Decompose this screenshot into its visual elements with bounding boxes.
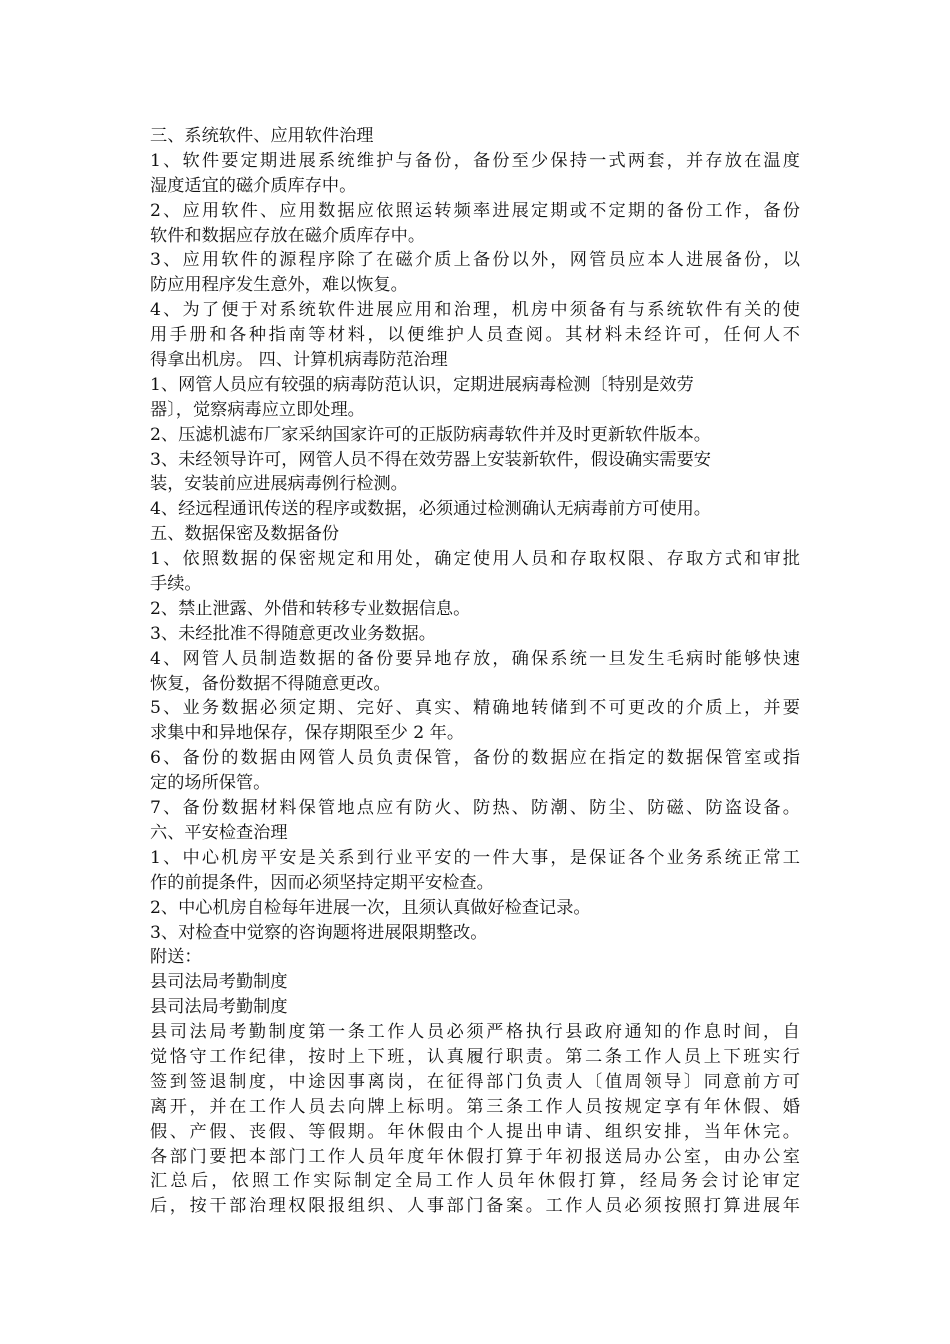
text-line: 1、依照数据的保密规定和用处，确定使用人员和存取权限、存取方式和审批: [150, 549, 800, 570]
text-line: 4、网管人员制造数据的备份要异地存放，确保系统一旦发生毛病时能够快速: [150, 648, 800, 669]
text-line: 6、备份的数据由网管人员负责保管，备份的数据应在指定的数据保管室或指: [150, 748, 800, 769]
text-line: 汇总后，依照工作实际制定全局工作人员年休假打算，经局务会讨论审定: [150, 1171, 800, 1192]
text-line: 三、系统软件、应用软件治理: [150, 126, 374, 146]
text-line: 1、网管人员应有较强的病毒防范认识，定期进展病毒检测〔特别是效劳: [150, 374, 694, 395]
text-line: 后，按干部治理权限报组织、人事部门备案。工作人员必须按照打算进展年: [150, 1196, 800, 1217]
text-line: 4、为了便于对系统软件进展应用和治理，机房中须备有与系统软件有关的使: [150, 300, 800, 321]
text-line: 防应用程序发生意外，难以恢复。: [150, 275, 408, 296]
text-line: 2、应用软件、应用数据应依照运转频率进展定期或不定期的备份工作，备份: [150, 200, 800, 221]
text-line: 3、未经批准不得随意更改业务数据。: [150, 623, 436, 644]
document-body: [150, 124, 800, 1219]
text-line: 2、禁止泄露、外借和转移专业数据信息。: [150, 598, 471, 619]
text-line: 求集中和异地保存，保存期限至少 2 年。: [150, 723, 465, 744]
text-line: 软件和数据应存放在磁介质库存中。: [150, 225, 426, 246]
text-line: 各部门要把本部门工作人员年度年休假打算于年初报送局办公室，由办公室: [150, 1146, 800, 1167]
text-line: 觉恪守工作纪律，按时上下班，认真履行职责。第二条工作人员上下班实行: [150, 1046, 800, 1067]
text-line: 附送：: [150, 947, 202, 968]
text-line: 3、应用软件的源程序除了在磁介质上备份以外，网管员应本人进展备份，以: [150, 250, 800, 271]
text-line: 3、未经领导许可，网管人员不得在效劳器上安装新软件，假设确实需要安: [150, 449, 711, 470]
text-line: 离开，并在工作人员去向牌上标明。第三条工作人员按规定享有年休假、婚: [150, 1096, 800, 1117]
text-line: 3、对检查中觉察的咨询题将进展限期整改。: [150, 922, 488, 943]
text-line: 六、平安检查治理: [150, 822, 288, 843]
text-line: 4、经远程通讯传送的程序或数据，必须通过检测确认无病毒前方可使用。: [150, 499, 711, 520]
text-line: 湿度适宜的磁介质库存中。: [150, 175, 357, 196]
text-line: 五、数据保密及数据备份: [150, 524, 340, 545]
text-line: 2、中心机房自检每年进展一次，且须认真做好检查记录。: [150, 897, 591, 918]
text-line: 得拿出机房。 四、计算机病毒防范治理: [150, 350, 448, 371]
text-line: 县司法局考勤制度第一条工作人员必须严格执行县政府通知的作息时间，自: [150, 1022, 800, 1043]
text-line: 签到签退制度，中途因事离岗，在征得部门负责人〔值周领导〕同意前方可: [150, 1071, 800, 1092]
text-line: 2、压滤机滤布厂家采纳国家许可的正版防病毒软件并及时更新软件版本。: [150, 424, 711, 445]
text-line: 手续。: [150, 574, 202, 595]
text-line: 作的前提条件，因而必须坚持定期平安检查。: [150, 872, 494, 893]
text-line: 器〕，觉察病毒应立即处理。: [150, 399, 365, 420]
text-line: 假、产假、丧假、等假期。年休假由个人提出申请、组织安排，当年休完。: [150, 1121, 800, 1142]
text-line: 1、中心机房平安是关系到行业平安的一件大事，是保证各个业务系统正常工: [150, 847, 800, 868]
text-line: 县司法局考勤制度: [150, 997, 288, 1018]
text-line: 恢复，备份数据不得随意更改。: [150, 673, 391, 694]
text-line: 7、备份数据材料保管地点应有防火、防热、防潮、防尘、防磁、防盗设备。: [150, 798, 800, 819]
text-line: 县司法局考勤制度: [150, 972, 288, 993]
text-line: 用手册和各种指南等材料，以便维护人员查阅。其材料未经许可，任何人不: [150, 325, 800, 346]
text-line: 5、业务数据必须定期、完好、真实、精确地转储到不可更改的介质上，并要: [150, 698, 800, 719]
text-line: 1、软件要定期进展系统维护与备份，备份至少保持一式两套，并存放在温度: [150, 150, 800, 171]
text-line: 定的场所保管。: [150, 773, 271, 794]
text-line: 装，安装前应进展病毒例行检测。: [150, 474, 408, 495]
